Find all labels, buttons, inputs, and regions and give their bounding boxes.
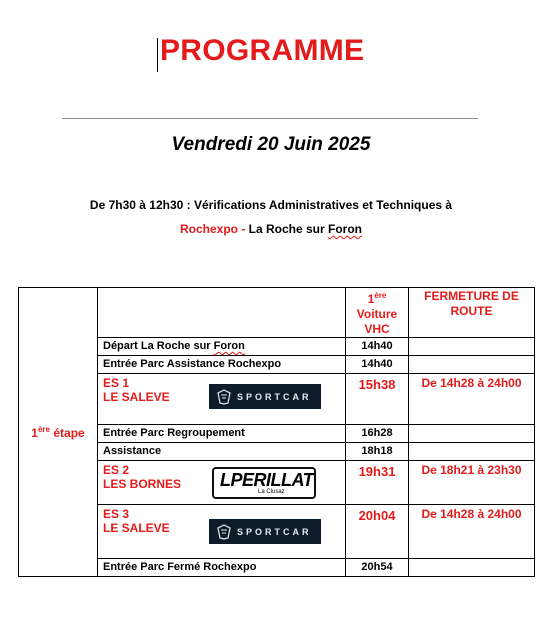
stage-number: ES 1 [103, 376, 130, 390]
lperillat-logo-text: LPERILLAT [220, 470, 314, 490]
row-closure: De 18h21 à 23h30 [409, 461, 535, 505]
row-time: 14h40 [346, 338, 409, 356]
lperillat-logo-sub: La Clusaz [258, 489, 285, 495]
row-closure [409, 356, 535, 374]
row-time: 19h31 [346, 461, 409, 505]
stage-name: LE SALEVE [103, 390, 170, 404]
row-label-foron: Foron [213, 340, 245, 352]
row-time: 14h40 [346, 356, 409, 374]
row-time: 20h54 [346, 559, 409, 577]
programme-table [18, 287, 535, 577]
sportcar-logo [209, 384, 321, 409]
lperillat-logo [212, 467, 316, 499]
row-label: Entrée Parc Regroupement [98, 425, 346, 443]
stage-ordinal-sup: ère [37, 424, 50, 434]
venue-name: Rochexpo [179, 222, 238, 236]
header-empty-cell [98, 288, 346, 338]
row-closure [409, 338, 535, 356]
stage-number: ES 3 [103, 507, 130, 521]
venue-separator: - [237, 222, 249, 236]
header-first-sup: ère [374, 291, 387, 300]
table-header-row [19, 288, 535, 338]
text-cursor [157, 38, 158, 72]
page-title: PROGRAMME [160, 34, 365, 67]
row-closure [409, 559, 535, 577]
town-name: La Roche sur Foron [248, 222, 363, 236]
intro-location [0, 222, 542, 236]
row-time: 20h04 [346, 505, 409, 559]
stage-word: étape [53, 425, 85, 440]
event-date: Vendredi 20 Juin 2025 [171, 134, 371, 155]
row-time: 15h38 [346, 374, 409, 425]
row-closure: De 14h28 à 24h00 [409, 505, 535, 559]
row-time: 16h28 [346, 425, 409, 443]
row-label: Assistance [98, 443, 346, 461]
header-first-ordinal: 1 [367, 292, 375, 306]
stage-cell [19, 288, 98, 577]
row-label: Départ La Roche sur Foron [98, 338, 346, 356]
row-closure [409, 443, 535, 461]
stage-name: LE SALEVE [103, 521, 170, 535]
divider [62, 118, 478, 119]
row-time: 18h18 [346, 443, 409, 461]
row-closure [409, 425, 535, 443]
stage-number: ES 2 [103, 463, 130, 477]
special-stage-cell [98, 461, 346, 505]
special-stage-cell [98, 505, 346, 559]
sportcar-logo-text: SPORTCAR [237, 526, 312, 537]
header-first-car-class: VHC [364, 322, 390, 336]
stage-name: LES BORNES [103, 477, 182, 491]
sportcar-logo [209, 519, 321, 544]
sportcar-emblem-icon [217, 389, 231, 405]
header-first-car-label: Voiture [356, 307, 398, 321]
row-label: Entrée Parc Assistance Rochexpo [98, 356, 346, 374]
sportcar-emblem-icon [217, 524, 231, 540]
header-road-closure: FERMETURE DE ROUTE [409, 288, 535, 338]
stage-ordinal: 1 [31, 425, 38, 440]
row-label: Entrée Parc Fermé Rochexpo [98, 559, 346, 577]
special-stage-cell [98, 374, 346, 425]
town-foron: Foron [328, 222, 363, 236]
intro-line: De 7h30 à 12h30 : Vérifications Administratives et Techniques à [89, 198, 453, 212]
header-first-car [346, 288, 409, 338]
sportcar-logo-text: SPORTCAR [237, 391, 312, 402]
row-closure: De 14h28 à 24h00 [409, 374, 535, 425]
